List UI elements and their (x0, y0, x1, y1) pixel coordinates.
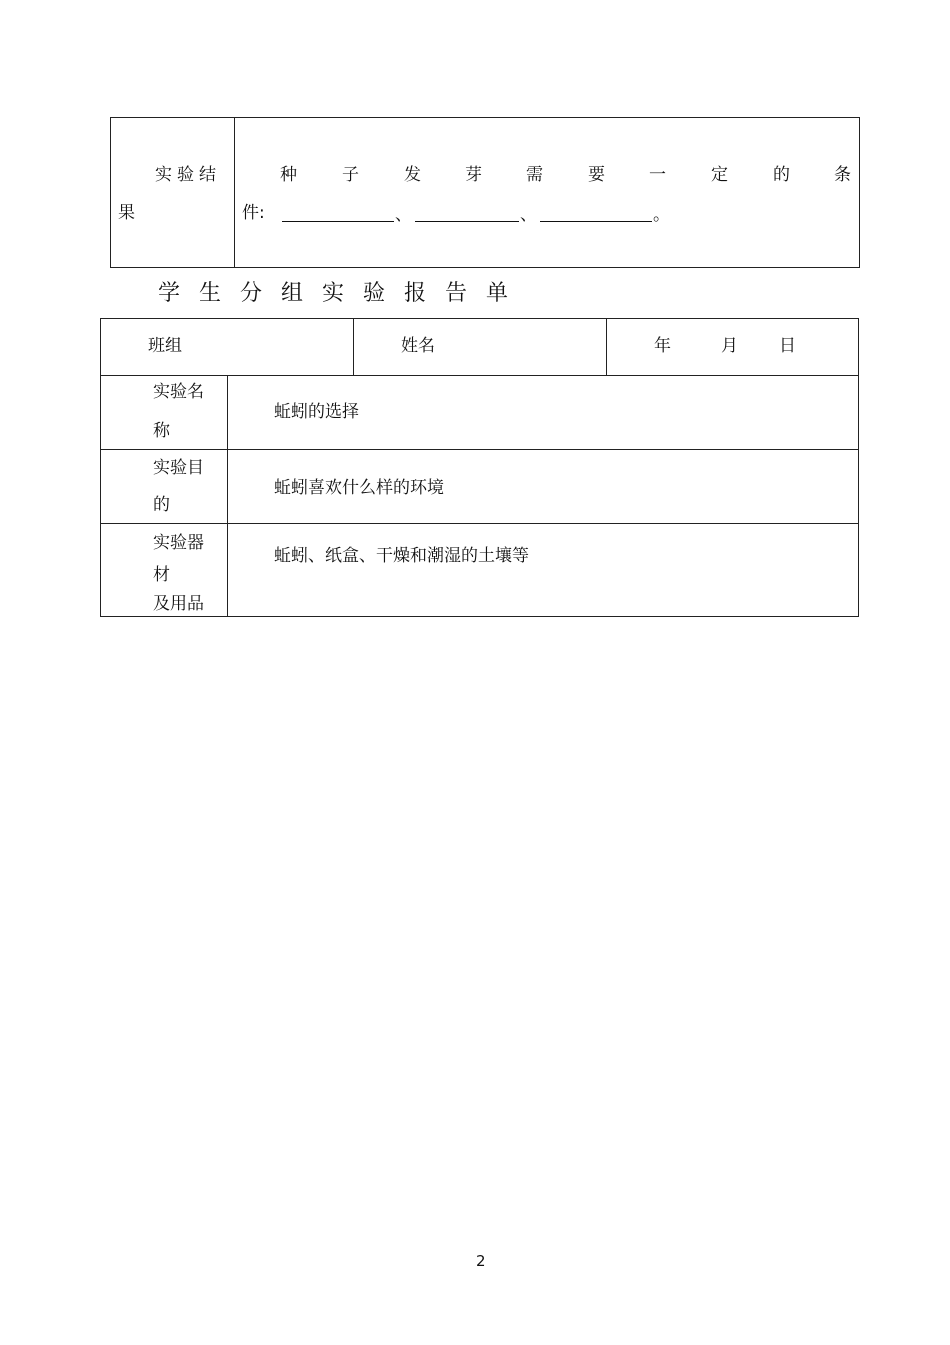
blank-separator-2: 、 (520, 205, 537, 225)
title-char: 告 (445, 281, 468, 306)
result-char: 需 (526, 165, 543, 185)
result-label-line2: 果 (118, 203, 135, 223)
row-label: 实验目 (153, 458, 204, 478)
row-divider (100, 449, 859, 450)
row-divider (100, 523, 859, 524)
fill-blank-2[interactable] (415, 221, 519, 222)
year-label: 年 (654, 336, 671, 356)
result-char: 种 (280, 165, 297, 185)
title-char: 验 (363, 281, 386, 306)
row-value: 蚯蚓、纸盒、干燥和潮湿的土壤等 (274, 546, 529, 566)
result-char: 发 (404, 165, 421, 185)
result-label-line1: 实验结 (155, 165, 221, 185)
result-char: 要 (588, 165, 605, 185)
fill-blank-3[interactable] (540, 221, 652, 222)
row-divider (100, 375, 859, 376)
report-table (100, 318, 859, 617)
label-column-divider (227, 375, 228, 617)
fill-blank-1[interactable] (282, 221, 394, 222)
title-char: 组 (281, 281, 304, 306)
row-label: 及用品 (153, 594, 204, 614)
month-label: 月 (721, 336, 738, 356)
title-char: 分 (240, 281, 263, 306)
row-label: 材 (153, 565, 170, 585)
blank-end-mark: 。 (653, 205, 670, 225)
class-label: 班组 (148, 336, 182, 356)
result-char: 定 (711, 165, 728, 185)
result-table-divider (234, 117, 235, 268)
row-value: 蚯蚓喜欢什么样的环境 (274, 478, 444, 498)
page-number: 2 (476, 1252, 486, 1270)
result-char: 芽 (465, 165, 482, 185)
row-label: 称 (153, 421, 170, 441)
result-char: 的 (773, 165, 790, 185)
result-table (110, 117, 860, 268)
result-char: 子 (342, 165, 359, 185)
header-divider (353, 318, 354, 376)
day-label: 日 (779, 336, 796, 356)
title-char: 单 (486, 281, 509, 306)
title-char: 生 (199, 281, 222, 306)
row-label: 实验器 (153, 533, 204, 553)
title-char: 实 (322, 281, 345, 306)
title-char: 学 (158, 281, 181, 306)
header-divider (606, 318, 607, 376)
report-title (158, 281, 527, 307)
blank-separator-1: 、 (395, 205, 412, 225)
result-line2-prefix: 件: (242, 203, 265, 223)
row-value: 蚯蚓的选择 (274, 402, 359, 422)
result-char: 一 (649, 165, 666, 185)
name-label: 姓名 (401, 336, 435, 356)
result-char: 条 (834, 165, 851, 185)
title-char: 报 (404, 281, 427, 306)
row-label: 的 (153, 495, 170, 515)
row-label: 实验名 (153, 382, 204, 402)
